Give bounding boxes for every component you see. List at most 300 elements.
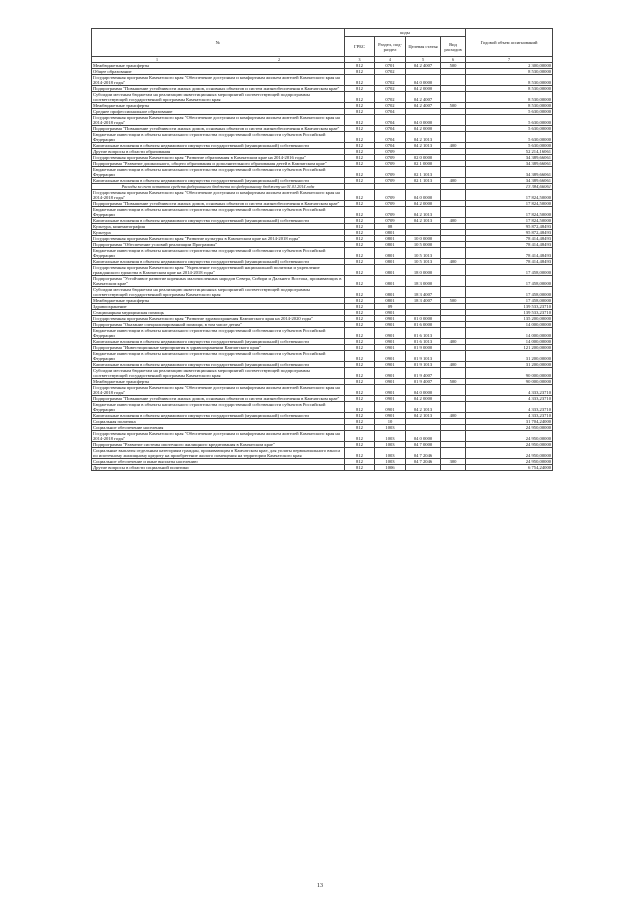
row-section-cell: 0709	[375, 161, 406, 167]
row-target-cell: 04 7 2046	[406, 459, 441, 465]
row-name-cell: Социальные выплаты отдельным категориям граждан, проживающим в Камчатском крае, для уплаты первоначального взноса по ипотечному жилищному кредиту на приобретение жилого помещения на территории Камчатского края	[92, 448, 345, 459]
row-amount-cell: 8 530,00000	[466, 75, 553, 86]
row-type-cell	[441, 92, 466, 103]
row-type-cell: 500	[441, 63, 466, 69]
row-section-cell: 0901	[375, 413, 406, 419]
row-amount-cell: 78 414,48493	[466, 242, 553, 248]
row-amount-cell: 24 950,00000	[466, 448, 553, 459]
row-name-cell: Капитальные вложения в объекты недвижимого имущества государственной (муниципальной) собственности	[92, 143, 345, 149]
row-amount-cell: 135 200,00000	[466, 316, 553, 322]
row-target-cell: 02 1 1013	[406, 167, 441, 178]
table-row	[92, 351, 553, 362]
row-section-cell: 1003	[375, 425, 406, 431]
row-target-cell: 04 0 0000	[406, 115, 441, 126]
row-target-cell: 18 0 0000	[406, 265, 441, 276]
row-target-cell: 04 7 2046	[406, 448, 441, 459]
row-amount-cell: 52 214,16061	[466, 149, 553, 155]
table-row	[92, 368, 553, 379]
row-grbs-cell: 812	[345, 345, 375, 351]
row-section-cell: 0801	[375, 276, 406, 287]
row-target-cell: 04 2 0000	[406, 126, 441, 132]
row-grbs-cell: 812	[345, 425, 375, 431]
row-section-cell: 0709	[375, 218, 406, 224]
row-name-cell: Капитальные вложения в объекты недвижимого имущества государственной (муниципальной) собственности	[92, 413, 345, 419]
row-name-cell: Межбюджетные трансферты	[92, 63, 345, 69]
row-target-cell: 04 2 1013	[406, 207, 441, 218]
row-name-cell: Капитальные вложения в объекты недвижимого имущества государственной (муниципальной) собственности	[92, 218, 345, 224]
row-name-cell: Подпрограмма "Развитие дошкольного, общего образования и дополнительного образования детей в Камчатском крае"	[92, 161, 345, 167]
row-grbs-cell: 812	[345, 431, 375, 442]
row-name-cell: Субсидии местным бюджетам на реализацию инвестиционных мероприятий соответствующей подпрограммы соответствующей государственной программы Камчатского края	[92, 92, 345, 103]
row-type-cell	[441, 132, 466, 143]
row-name-cell: Межбюджетные трансферты	[92, 298, 345, 304]
row-target-cell: 04 0 0000	[406, 385, 441, 396]
table-row	[92, 115, 553, 126]
row-section-cell: 0702	[375, 69, 406, 75]
row-type-cell	[441, 465, 466, 471]
row-grbs-cell: 812	[345, 218, 375, 224]
row-amount-cell: 4 333,23710	[466, 396, 553, 402]
budget-table-sheet	[91, 28, 552, 471]
row-grbs-cell: 812	[345, 103, 375, 109]
header-expense-type: Вид расходов	[441, 37, 466, 57]
row-grbs-cell: 812	[345, 265, 375, 276]
row-target-cell: 04 0 0000	[406, 190, 441, 201]
row-target-cell: 01 0 0000	[406, 316, 441, 322]
row-target-cell: 04 2 1013	[406, 132, 441, 143]
row-grbs-cell: 812	[345, 149, 375, 155]
row-name-cell: Бюджетные инвестиции в объекты капитального строительства государственной собственности субъектов Российской Федерации	[92, 207, 345, 218]
row-target-cell: 04 0 0000	[406, 431, 441, 442]
row-grbs-cell: 812	[345, 86, 375, 92]
row-grbs-cell: 812	[345, 126, 375, 132]
row-name-cell: Государственная программа Камчатского края "Развитие здравоохранения Камчатского края на 2014-2020 годы"	[92, 316, 345, 322]
row-section-cell: 0709	[375, 207, 406, 218]
row-grbs-cell: 812	[345, 167, 375, 178]
row-amount-cell: 5 630,00000	[466, 126, 553, 132]
row-target-cell: 01 6 0000	[406, 322, 441, 328]
row-amount-cell: 5 630,00000	[466, 132, 553, 143]
row-target-cell: 04 2 1013	[406, 143, 441, 149]
row-section-cell: 0702	[375, 103, 406, 109]
row-section-cell: 1003	[375, 459, 406, 465]
row-section-cell: 1003	[375, 442, 406, 448]
row-amount-cell: 31 200,00000	[466, 351, 553, 362]
row-amount-cell: 8 530,00000	[466, 103, 553, 109]
row-amount-cell: 24 950,00000	[466, 442, 553, 448]
row-section-cell: 09	[375, 304, 406, 310]
row-section-cell: 0704	[375, 143, 406, 149]
header-no-cell	[92, 29, 345, 57]
row-name-cell: Межбюджетные трансферты	[92, 103, 345, 109]
row-type-cell	[441, 448, 466, 459]
row-section-cell: 0901	[375, 339, 406, 345]
row-target-cell: 10 5 1013	[406, 248, 441, 259]
row-section-cell: 0901	[375, 379, 406, 385]
row-section-cell: 0801	[375, 265, 406, 276]
header-amount: Годовой объем ассигнований	[466, 29, 553, 57]
row-name-cell: Среднее профессиональное образование	[92, 109, 345, 115]
row-amount-cell: 13 384,66061	[466, 184, 553, 190]
row-name-cell: Бюджетные инвестиции в объекты капитального строительства государственной собственности субъектов Российской Федерации	[92, 351, 345, 362]
row-name-cell: Капитальные вложения в объекты недвижимого имущества государственной (муниципальной) собственности	[92, 339, 345, 345]
table-row	[92, 167, 553, 178]
row-grbs-cell: 812	[345, 316, 375, 322]
row-section-cell: 0704	[375, 109, 406, 115]
row-amount-cell: 14 000,00000	[466, 339, 553, 345]
row-type-cell	[441, 207, 466, 218]
row-grbs-cell: 812	[345, 402, 375, 413]
row-grbs-cell: 812	[345, 379, 375, 385]
row-type-cell	[441, 265, 466, 276]
row-name-cell: Культура	[92, 230, 345, 236]
row-name-cell: Бюджетные инвестиции в объекты капитального строительства государственной собственности субъектов Российской Федерации	[92, 167, 345, 178]
row-target-cell: 01 9 4007	[406, 368, 441, 379]
row-section-cell: 0801	[375, 248, 406, 259]
row-type-cell	[441, 351, 466, 362]
row-type-cell	[441, 385, 466, 396]
row-grbs-cell: 812	[345, 155, 375, 161]
row-name-cell: Субсидии местным бюджетам на реализацию инвестиционных мероприятий соответствующей подпрограммы соответствующей государственной программы Камчатского края	[92, 287, 345, 298]
row-grbs-cell: 812	[345, 304, 375, 310]
row-name-cell: Капитальные вложения в объекты недвижимого имущества государственной (муниципальной) собственности	[92, 178, 345, 184]
table-row	[92, 75, 553, 86]
row-target-cell: 02 1 1013	[406, 178, 441, 184]
row-amount-cell: 14 000,00000	[466, 322, 553, 328]
row-target-cell: 01 9 1013	[406, 362, 441, 368]
row-grbs-cell: 812	[345, 224, 375, 230]
row-amount-cell: 17 824,50000	[466, 207, 553, 218]
row-section-cell: 0801	[375, 259, 406, 265]
row-target-cell: 18 3 4007	[406, 287, 441, 298]
row-grbs-cell: 812	[345, 368, 375, 379]
row-type-cell	[441, 368, 466, 379]
row-target-cell: 10 5 1013	[406, 259, 441, 265]
row-grbs-cell: 812	[345, 322, 375, 328]
row-name-cell: Подпрограмма "Инвестиционные мероприятия в здравоохранении Камчатского края"	[92, 345, 345, 351]
table-row	[92, 92, 553, 103]
row-amount-cell: 34 389,66061	[466, 178, 553, 184]
col-num-2: 2	[278, 57, 280, 62]
row-type-cell: 500	[441, 298, 466, 304]
row-section-cell: 0709	[375, 190, 406, 201]
table-row	[92, 287, 553, 298]
row-section-cell: 0901	[375, 385, 406, 396]
row-amount-cell: 5 630,00000	[466, 109, 553, 115]
row-section-cell: 0709	[375, 201, 406, 207]
row-name-cell: Подпрограмма "Повышение устойчивости жилых домов, основных объектов и систем жизнеобеспечения в Камчатском крае"	[92, 396, 345, 402]
col-num-4: 4	[375, 57, 406, 63]
row-target-cell: 04 2 0000	[406, 86, 441, 92]
row-target-cell: 04 2 1013	[406, 413, 441, 419]
row-target-cell: 04 2 4007	[406, 92, 441, 103]
row-grbs-cell: 812	[345, 419, 375, 425]
row-grbs-cell: 812	[345, 63, 375, 69]
row-grbs-cell: 812	[345, 339, 375, 345]
table-row	[92, 276, 553, 287]
row-type-cell: 400	[441, 362, 466, 368]
table-row	[92, 132, 553, 143]
row-target-cell: 01 6 1013	[406, 339, 441, 345]
row-amount-cell: 4 333,23710	[466, 413, 553, 419]
row-name-cell: Государственная программа Камчатского края "Развитие культуры в Камчатском крае на 2014-2018 годы"	[92, 236, 345, 242]
row-section-cell: 1006	[375, 465, 406, 471]
row-type-cell	[441, 287, 466, 298]
row-name-cell: Социальное обеспечение и иные выплаты населению	[92, 459, 345, 465]
row-target-cell: 04 2 0000	[406, 396, 441, 402]
row-amount-cell: 17 824,50000	[466, 190, 553, 201]
row-section-cell: 0901	[375, 328, 406, 339]
row-target-cell: 01 6 1013	[406, 328, 441, 339]
row-name-cell: Капитальные вложения в объекты недвижимого имущества государственной (муниципальной) собственности	[92, 362, 345, 368]
row-section-cell: 0704	[375, 126, 406, 132]
table-row	[92, 328, 553, 339]
row-amount-cell: 34 389,66061	[466, 155, 553, 161]
row-target-cell: 04 2 0000	[406, 201, 441, 207]
row-section-cell: 0702	[375, 92, 406, 103]
row-section-cell: 0709	[375, 167, 406, 178]
row-amount-cell: 2 300,00000	[466, 63, 553, 69]
row-target-cell: 04 7 0000	[406, 442, 441, 448]
row-grbs-cell: 812	[345, 109, 375, 115]
row-grbs-cell: 812	[345, 201, 375, 207]
row-amount-cell: 24 950,00000	[466, 459, 553, 465]
row-amount-cell: 5 630,00000	[466, 115, 553, 126]
row-amount-cell: 78 414,48493	[466, 236, 553, 242]
row-amount-cell: 24 950,00000	[466, 425, 553, 431]
table-row	[92, 448, 553, 459]
row-section-cell: 0704	[375, 115, 406, 126]
row-amount-cell: 31 704,24000	[466, 419, 553, 425]
table-row	[92, 265, 553, 276]
row-section-cell: 0901	[375, 368, 406, 379]
row-type-cell: 500	[441, 103, 466, 109]
row-name-cell: Государственная программа Камчатского края "Укрепление государственной национальной политики и укрепление гражданского единства в Камчатском крае на 2014-2018 годы"	[92, 265, 345, 276]
row-amount-cell: 139 533,23710	[466, 304, 553, 310]
row-amount-cell: 17 824,50000	[466, 201, 553, 207]
header-section: Раздел, под-раздел	[375, 37, 406, 57]
row-section-cell: 0801	[375, 287, 406, 298]
row-name-cell: Подпрограмма "Обеспечение условий реализации Программы"	[92, 242, 345, 248]
row-name-cell: Подпрограмма "Повышение устойчивости жилых домов, основных объектов и систем жизнеобеспечения в Камчатском крае"	[92, 86, 345, 92]
row-name-cell: Расходы за счет остатков средств федерального бюджета по федеральному бюджету на 01.01.2014 года	[92, 184, 345, 190]
table-row	[92, 190, 553, 201]
row-grbs-cell: 812	[345, 396, 375, 402]
row-type-cell: 400	[441, 218, 466, 224]
row-section-cell: 0901	[375, 310, 406, 316]
row-section-cell: 0901	[375, 402, 406, 413]
row-name-cell: Бюджетные инвестиции в объекты капитального строительства государственной собственности субъектов Российской Федерации	[92, 132, 345, 143]
row-grbs-cell: 812	[345, 459, 375, 465]
row-amount-cell: 17 458,00000	[466, 276, 553, 287]
row-amount-cell: 90 000,00000	[466, 368, 553, 379]
row-grbs-cell: 812	[345, 161, 375, 167]
row-section-cell: 1003	[375, 448, 406, 459]
row-amount-cell: 34 389,66061	[466, 161, 553, 167]
row-section-cell: 0801	[375, 236, 406, 242]
row-target-cell: 04 2 1013	[406, 402, 441, 413]
row-amount-cell: 8 530,00000	[466, 86, 553, 92]
row-grbs-cell: 812	[345, 236, 375, 242]
row-section-cell: 10	[375, 419, 406, 425]
row-grbs-cell: 812	[345, 413, 375, 419]
row-grbs-cell: 812	[345, 115, 375, 126]
row-grbs-cell: 812	[345, 448, 375, 459]
row-type-cell	[441, 328, 466, 339]
col-num-3: 3	[345, 57, 375, 63]
row-grbs-cell: 812	[345, 190, 375, 201]
row-grbs-cell: 812	[345, 207, 375, 218]
table-header	[92, 29, 553, 63]
row-grbs-cell: 812	[345, 298, 375, 304]
row-target-cell: 10 5 0000	[406, 242, 441, 248]
row-name-cell: Подпрограмма "Повышение устойчивости жилых домов, основных объектов и систем жизнеобеспечения в Камчатском крае"	[92, 126, 345, 132]
row-grbs-cell: 812	[345, 75, 375, 86]
row-name-cell: Государственная программа Камчатского края "Развитие образования в Камчатском крае на 2014-2016 годы"	[92, 155, 345, 161]
page-number: 13	[317, 883, 323, 889]
row-amount-cell: 95 872,48493	[466, 230, 553, 236]
row-name-cell: Бюджетные инвестиции в объекты капитального строительства государственной собственности субъектов Российской Федерации	[92, 402, 345, 413]
row-target-cell: 18 3 0000	[406, 276, 441, 287]
row-name-cell: Подпрограмма "Оказание специализированной помощи, в том числе детям"	[92, 322, 345, 328]
row-section-cell: 0901	[375, 322, 406, 328]
row-amount-cell: 24 950,00000	[466, 431, 553, 442]
table-row	[92, 465, 553, 471]
row-target-cell: 01 9 4007	[406, 379, 441, 385]
table-body	[92, 63, 553, 471]
row-section-cell: 0704	[375, 132, 406, 143]
row-grbs-cell: 812	[345, 276, 375, 287]
row-section-cell: 0901	[375, 316, 406, 322]
row-target-cell: 10 0 0000	[406, 236, 441, 242]
table-row	[92, 385, 553, 396]
row-name-cell: Другие вопросы в области социальной политики	[92, 465, 345, 471]
row-type-cell	[441, 431, 466, 442]
row-section-cell: 0701	[375, 63, 406, 69]
row-section-cell: 0702	[375, 86, 406, 92]
row-type-cell	[441, 190, 466, 201]
row-name-cell: Стационарная медицинская помощь	[92, 310, 345, 316]
row-type-cell: 500	[441, 379, 466, 385]
row-grbs-cell: 812	[345, 248, 375, 259]
row-grbs-cell: 812	[345, 259, 375, 265]
row-type-cell	[441, 167, 466, 178]
row-name-cell: Капитальные вложения в объекты недвижимого имущества государственной (муниципальной) собственности	[92, 259, 345, 265]
row-name-cell: Государственная программа Камчатского края "Обеспечение доступным и комфортным жильем жителей Камчатского края на 2014-2018 годы"	[92, 431, 345, 442]
row-grbs-cell: 812	[345, 351, 375, 362]
row-name-cell: Субсидии местным бюджетам на реализацию инвестиционных мероприятий соответствующей подпрограммы соответствующей государственной программы Камчатского края	[92, 368, 345, 379]
row-amount-cell: 8 530,00000	[466, 92, 553, 103]
row-section-cell: 0801	[375, 242, 406, 248]
row-type-cell: 400	[441, 413, 466, 419]
row-amount-cell: 121 200,00000	[466, 345, 553, 351]
row-name-cell: Общее образование	[92, 69, 345, 75]
row-section-cell: 0709	[375, 178, 406, 184]
row-section-cell: 0901	[375, 351, 406, 362]
row-type-cell: 400	[441, 339, 466, 345]
row-section-cell: 0901	[375, 345, 406, 351]
row-amount-cell: 78 414,48493	[466, 248, 553, 259]
row-grbs-cell: 812	[345, 328, 375, 339]
table-row	[92, 248, 553, 259]
budget-table	[91, 28, 553, 471]
row-name-cell: Бюджетные инвестиции в объекты капитального строительства государственной собственности субъектов Российской Федерации	[92, 328, 345, 339]
row-grbs-cell: 812	[345, 230, 375, 236]
row-amount-cell: 90 000,00000	[466, 379, 553, 385]
row-grbs-cell: 812	[345, 385, 375, 396]
row-target-cell: 18 3 4007	[406, 298, 441, 304]
row-target-cell: 04 2 4007	[406, 63, 441, 69]
row-target-cell: 01 9 0000	[406, 345, 441, 351]
row-grbs-cell: 812	[345, 242, 375, 248]
col-num-6: 6	[441, 57, 466, 63]
row-grbs-cell: 812	[345, 442, 375, 448]
row-section-cell: 0901	[375, 396, 406, 402]
col-num-5: 5	[406, 57, 441, 63]
row-section-cell: 08	[375, 224, 406, 230]
row-type-cell: 400	[441, 259, 466, 265]
row-type-cell	[441, 276, 466, 287]
row-amount-cell: 4 333,23710	[466, 385, 553, 396]
row-section-cell: 0801	[375, 298, 406, 304]
row-type-cell	[441, 75, 466, 86]
row-amount-cell: 14 000,00000	[466, 328, 553, 339]
row-target-cell: 04 2 1013	[406, 218, 441, 224]
row-grbs-cell: 812	[345, 465, 375, 471]
row-name-cell: Подпрограмма "Развитие системы ипотечного жилищного кредитования в Камчатском крае"	[92, 442, 345, 448]
row-amount-cell: 5 630,00000	[466, 143, 553, 149]
row-name-cell: Государственная программа Камчатского края "Обеспечение доступным и комфортным жильем жителей Камчатского края на 2014-2018 годы"	[92, 385, 345, 396]
row-section-cell: 0709	[375, 149, 406, 155]
row-amount-cell: 31 200,00000	[466, 362, 553, 368]
row-name-cell: Государственная программа Камчатского края "Обеспечение доступным и комфортным жильем жителей Камчатского края на 2014-2018 годы"	[92, 75, 345, 86]
row-amount-cell: 78 414,48493	[466, 259, 553, 265]
row-grbs-cell: 812	[345, 287, 375, 298]
row-grbs-cell: 812	[345, 310, 375, 316]
row-amount-cell: 17 458,00000	[466, 287, 553, 298]
row-grbs-cell: 812	[345, 178, 375, 184]
row-grbs-cell: 812	[345, 143, 375, 149]
col-num-7: 7	[466, 57, 553, 63]
row-name-cell: Бюджетные инвестиции в объекты капитального строительства государственной собственности субъектов Российской Федерации	[92, 248, 345, 259]
row-amount-cell: 95 872,48493	[466, 224, 553, 230]
row-grbs-cell: 812	[345, 362, 375, 368]
row-type-cell	[441, 402, 466, 413]
row-type-cell: 400	[441, 178, 466, 184]
row-target-cell: 02 1 0000	[406, 161, 441, 167]
row-amount-cell: 17 824,50000	[466, 218, 553, 224]
row-type-cell: 300	[441, 459, 466, 465]
header-grbs: ГРБС	[345, 37, 375, 57]
row-type-cell	[441, 248, 466, 259]
row-name-cell: Государственная программа Камчатского края "Обеспечение доступным и комфортным жильем жителей Камчатского края на 2014-2018 годы"	[92, 190, 345, 201]
row-amount-cell: 17 458,00000	[466, 298, 553, 304]
row-amount-cell: 17 458,00000	[466, 265, 553, 276]
table-row	[92, 207, 553, 218]
row-section-cell: 0702	[375, 75, 406, 86]
row-type-cell: 400	[441, 143, 466, 149]
row-target-cell	[406, 465, 441, 471]
row-name-cell: Социальная политика	[92, 419, 345, 425]
row-name-cell: Подпрограмма "Устойчивое развитие коренных малочисленных народов Севера, Сибири и Дальнего Востока, проживающих в Камчатском крае"	[92, 276, 345, 287]
header-no: №	[215, 40, 221, 45]
row-target-cell: 02 0 0000	[406, 155, 441, 161]
header-codes: коды	[345, 29, 466, 37]
row-amount-cell: 6 754,24000	[466, 465, 553, 471]
table-row	[92, 402, 553, 413]
row-target-cell: 04 0 0000	[406, 75, 441, 86]
row-name-cell: Социальное обеспечение населения	[92, 425, 345, 431]
